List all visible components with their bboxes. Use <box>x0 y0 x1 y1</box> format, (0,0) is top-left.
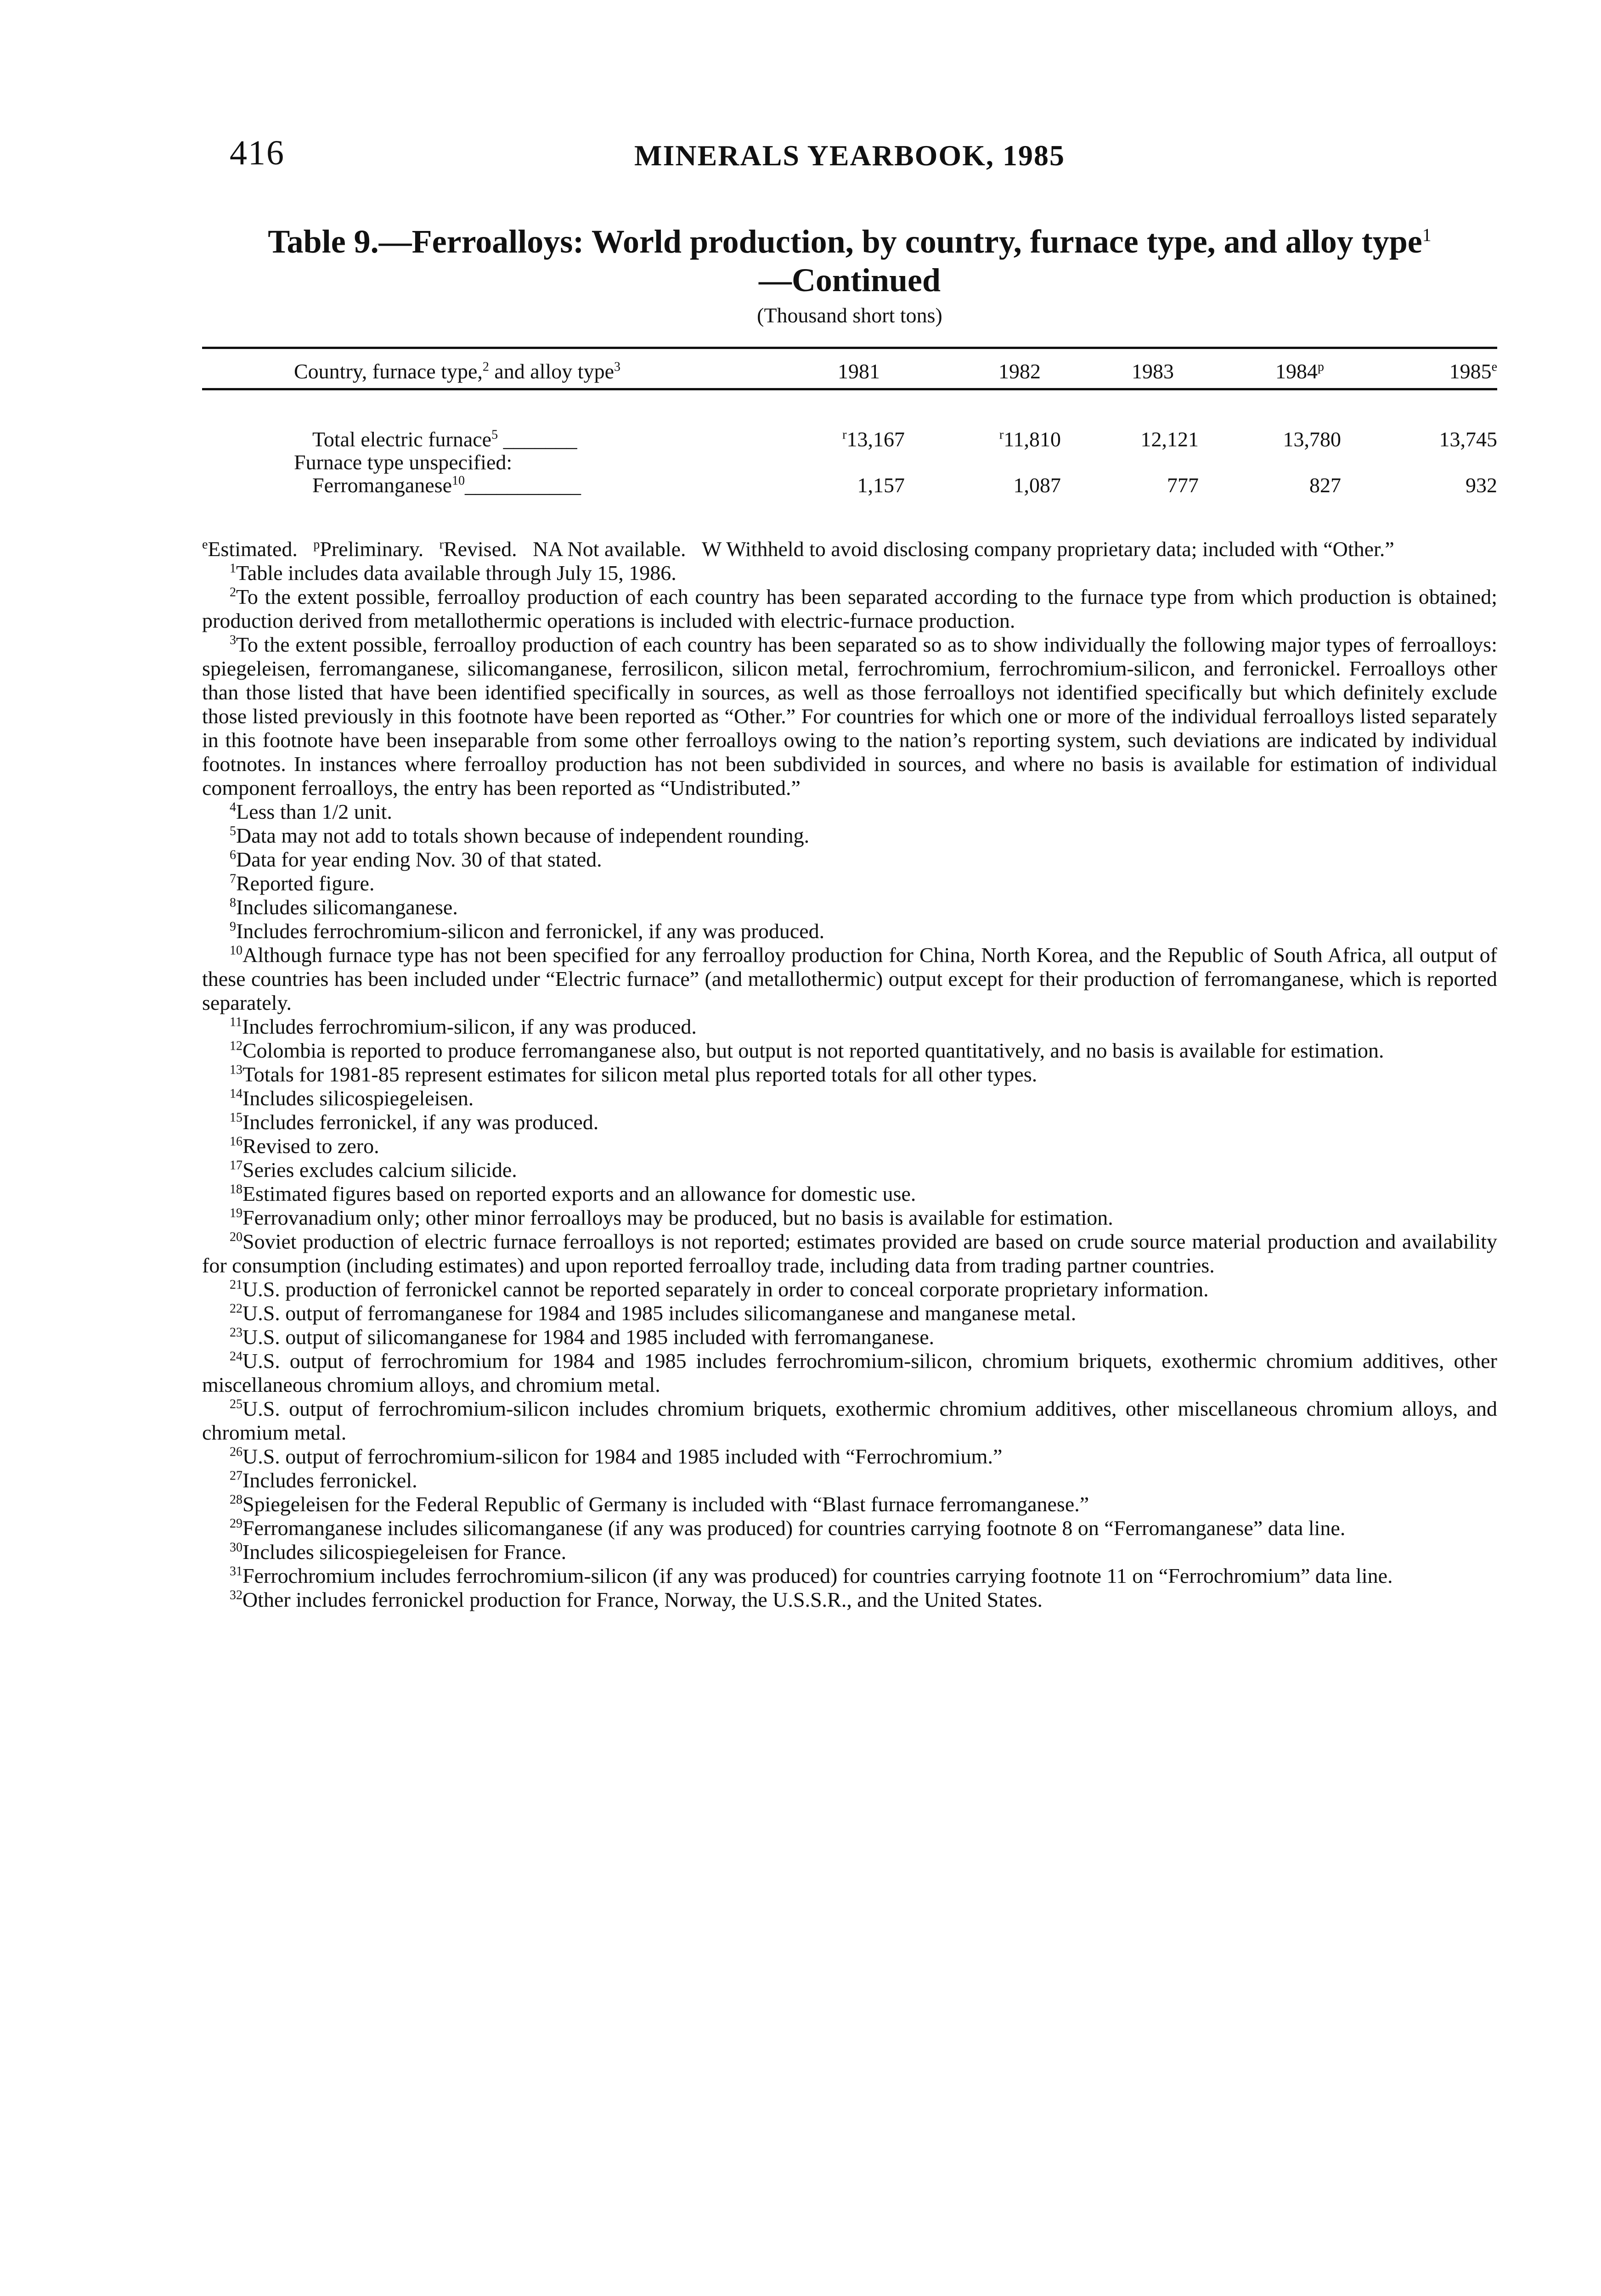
footnote-text: Ferromanganese includes silicomanganese (if any was produced) for countries carrying footnote 8 on “Ferromanganese” data line. <box>242 1516 1346 1540</box>
footnote <box>202 1206 1497 1230</box>
table-row <box>202 473 1497 496</box>
footnote-text: To the extent possible, ferroalloy production of each country has been separated according to the furnace type from which production is obtained; production derived from metallothermic operations is included with electric-furnace production. <box>202 585 1497 632</box>
footnote-text: Includes ferronickel. <box>242 1469 417 1492</box>
table-title-footnote: 1 <box>1422 225 1432 245</box>
footnote-number: 17 <box>230 1158 242 1173</box>
footnote-number: 26 <box>230 1445 242 1459</box>
cell-value: 777 <box>1167 473 1199 497</box>
footnote-number: 6 <box>230 848 236 862</box>
footnote-number: 8 <box>230 895 236 910</box>
footnote-text: Spiegeleisen for the Federal Republic of Germany is included with “Blast furnace ferromanganese.” <box>242 1492 1089 1516</box>
footnote <box>202 919 1497 943</box>
table-row <box>202 427 1497 450</box>
footnote-text: Totals for 1981-85 represent estimates for silicon metal plus reported totals for all other types. <box>242 1063 1037 1086</box>
footnote-text: Data may not add to totals shown because of independent rounding. <box>236 824 810 847</box>
legend-line: $^e$Estimated. $^p$Preliminary. $^r$Revised. NA Not available. W Withheld to avoid disclosing company proprietary data; included with “Other.” <box>202 537 1394 561</box>
footnote <box>202 1086 1497 1110</box>
table-header-row <box>202 354 1497 386</box>
footnote <box>202 1277 1497 1301</box>
footnote-number: 18 <box>230 1182 242 1197</box>
cell-value: $^r$13,167 <box>842 428 905 451</box>
footnote-text: Other includes ferronickel production for France, Norway, the U.S.S.R., and the United States. <box>242 1588 1043 1611</box>
footnote-number: 3 <box>230 633 236 647</box>
footnote-number: 19 <box>230 1206 242 1221</box>
column-header-1982: 1982 <box>998 360 1041 383</box>
footnote-number: 13 <box>230 1063 242 1077</box>
footnote <box>202 800 1497 824</box>
footnote-number: 29 <box>230 1516 242 1531</box>
footnote <box>202 1301 1497 1325</box>
footnote <box>202 824 1497 848</box>
footnote-list <box>202 561 1497 1612</box>
footnote-text: Ferrovanadium only; other minor ferroalloys may be produced, but no basis is available for estimation. <box>242 1206 1113 1229</box>
footnote-text: Includes silicomanganese. <box>236 895 458 919</box>
footnote-text: Ferrochromium includes ferrochromium-silicon (if any was produced) for countries carrying footnote 11 on “Ferrochromium” data line. <box>242 1564 1393 1587</box>
footnote <box>202 1110 1497 1134</box>
footnote-number: 28 <box>230 1492 242 1507</box>
row-label: Furnace type unspecified: <box>294 450 513 474</box>
table-units: (Thousand short tons) <box>757 304 942 327</box>
footnote-text: Soviet production of electric furnace ferroalloys is not reported; estimates provided are based on crude source material production and availability for consumption (including estimates) and upon reported ferroalloy trade, including data from trading partner countries. <box>202 1230 1497 1277</box>
table-title <box>202 216 1497 299</box>
footnote-number: 2 <box>230 585 236 600</box>
footnote <box>202 585 1497 633</box>
table-body <box>202 427 1497 496</box>
footnote <box>202 1325 1497 1349</box>
footnote <box>202 1063 1497 1086</box>
table-title-continued: —Continued <box>758 262 941 298</box>
cell-value: 1,087 <box>1013 473 1061 497</box>
footnote-text: U.S. output of silicomanganese for 1984 and 1985 included with ferromanganese. <box>242 1325 935 1349</box>
table-header-rule <box>202 388 1497 390</box>
footnote-number: 15 <box>230 1110 242 1125</box>
footnote <box>202 1516 1497 1540</box>
table-title-text: Table 9.—Ferroalloys: World production, by country, furnace type, and alloy type <box>268 223 1422 260</box>
footnote-text: Series excludes calcium silicide. <box>242 1158 517 1182</box>
footnote-text: U.S. output of ferrochromium-silicon includes chromium briquets, exothermic chromium additives, other miscellaneous chromium alloys, and chromium metal. <box>202 1397 1497 1444</box>
footnote <box>202 895 1497 919</box>
footnote-text: Includes silicospiegeleisen for France. <box>242 1540 567 1564</box>
footnote-number: 23 <box>230 1325 242 1340</box>
footnote-text: Includes ferronickel, if any was produced. <box>242 1110 599 1134</box>
column-header-1985: 1985e <box>1449 360 1497 383</box>
footnote <box>202 1492 1497 1516</box>
table-footnotes <box>202 537 1497 1612</box>
footnote-number: 30 <box>230 1540 242 1555</box>
footnote-number: 4 <box>230 800 236 815</box>
footnote-number: 25 <box>230 1397 242 1412</box>
cell-value: $^r$11,810 <box>999 428 1061 451</box>
footnote-number: 12 <box>230 1039 242 1053</box>
row-label: Ferromanganese$^{10}$___________ <box>312 473 581 497</box>
footnote-text: Includes ferrochromium-silicon, if any was produced. <box>242 1015 697 1038</box>
footnote <box>202 633 1497 800</box>
cell-value: 13,745 <box>1439 428 1497 451</box>
footnote <box>202 1564 1497 1588</box>
footnote <box>202 1588 1497 1612</box>
footnote-text: U.S. output of ferrochromium-silicon for 1984 and 1985 included with “Ferrochromium.” <box>242 1445 1003 1468</box>
footnote <box>202 1540 1497 1564</box>
footnote <box>202 561 1497 585</box>
footnote <box>202 1134 1497 1158</box>
cell-value: 13,780 <box>1283 428 1341 451</box>
footnote <box>202 1469 1497 1492</box>
footnote-number: 21 <box>230 1277 242 1292</box>
footnote <box>202 1158 1497 1182</box>
footnote-text: To the extent possible, ferroalloy production of each country has been separated so as to show individually the following major types of ferroalloys: spiegeleisen, ferromanganese, silicomanganese, ferrosilicon, silicon metal, ferrochromium, ferrochromium-silicon, and ferronickel. Ferroalloys other than those listed that have been identified specifically in sources, as well as those ferroalloys not identified specifically but which definitely exclude those listed previously in this footnote have been reported as “Other.” For countries for which one or more of the individual ferroalloys listed separately in this footnote have been inseparable from some other ferroalloys owing to the nation’s reporting system, such deviations are indicated by individual footnotes. In instances where ferroalloy production has not been subdivided in sources, and where no basis is available for estimation of individual component ferroalloys, the entry has been reported as “Undistributed.” <box>202 633 1497 799</box>
footnote-text: Includes ferrochromium-silicon and ferronickel, if any was produced. <box>236 919 825 943</box>
footnote-text: U.S. production of ferronickel cannot be reported separately in order to conceal corporate proprietary information. <box>242 1277 1209 1301</box>
footnote-text: U.S. output of ferrochromium for 1984 and 1985 includes ferrochromium-silicon, chromium briquets, exothermic chromium additives, other miscellaneous chromium alloys, and chromium metal. <box>202 1349 1497 1396</box>
footnote-text: Table includes data available through July 15, 1986. <box>236 561 676 585</box>
cell-value: 932 <box>1466 473 1497 497</box>
table-row <box>202 450 1497 473</box>
footnote-number: 32 <box>230 1588 242 1603</box>
footnote <box>202 1397 1497 1445</box>
cell-value: 12,121 <box>1140 428 1199 451</box>
footnote-text: U.S. output of ferromanganese for 1984 and 1985 includes silicomanganese and manganese metal. <box>242 1301 1077 1325</box>
column-header-country: Country, furnace type,$^2$ and alloy type$^3$ <box>294 360 620 383</box>
footnote-number: 22 <box>230 1301 242 1316</box>
column-header-1981: 1981 <box>838 360 880 383</box>
footnote-number: 5 <box>230 824 236 838</box>
footnote-text: Reported figure. <box>236 872 375 895</box>
page-header <box>202 133 1497 188</box>
footnote <box>202 1230 1497 1277</box>
footnote-text: Revised to zero. <box>242 1134 379 1158</box>
footnote-number: 10 <box>230 943 242 958</box>
page-number: 416 <box>230 134 285 172</box>
footnote <box>202 872 1497 895</box>
cell-value: 1,157 <box>857 473 905 497</box>
footnote <box>202 1445 1497 1469</box>
footnote-number: 31 <box>230 1564 242 1579</box>
footnote-number: 16 <box>230 1134 242 1149</box>
footnote-number: 24 <box>230 1349 242 1364</box>
footnote-number: 14 <box>230 1086 242 1101</box>
footnote-text: Estimated figures based on reported exports and an allowance for domestic use. <box>242 1182 916 1205</box>
footnote-number: 7 <box>230 872 236 886</box>
footnote-number: 9 <box>230 919 236 934</box>
footnote <box>202 1349 1497 1397</box>
footnote <box>202 1015 1497 1039</box>
footnote <box>202 848 1497 872</box>
column-header-1983: 1983 <box>1132 360 1174 383</box>
row-label: Total electric furnace$^5$ _______ <box>312 428 577 451</box>
footnote-number: 11 <box>230 1015 242 1030</box>
footnote <box>202 1039 1497 1063</box>
publication-title: MINERALS YEARBOOK, 1985 <box>634 139 1065 172</box>
column-header-1984: 1984$^p$ <box>1275 360 1324 383</box>
footnote-text: Colombia is reported to produce ferromanganese also, but output is not reported quantitatively, and no basis is available for estimation. <box>242 1039 1384 1062</box>
footnote-number: 1 <box>230 561 236 576</box>
cell-value: 827 <box>1309 473 1341 497</box>
footnote <box>202 943 1497 1015</box>
footnote-number: 27 <box>230 1469 242 1483</box>
footnote <box>202 1182 1497 1206</box>
footnote-text: Although furnace type has not been specified for any ferroalloy production for China, North Korea, and the Republic of South Africa, all output of these countries has been included under “Electric furnace” (and metallothermic) output except for their production of ferromanganese, which is reported separately. <box>202 943 1497 1014</box>
footnote-text: Data for year ending Nov. 30 of that stated. <box>236 848 602 871</box>
footnote-number: 20 <box>230 1230 242 1244</box>
footnote-text: Less than 1/2 unit. <box>236 800 392 823</box>
footnote-text: Includes silicospiegeleisen. <box>242 1086 474 1110</box>
table-top-rule <box>202 347 1497 349</box>
